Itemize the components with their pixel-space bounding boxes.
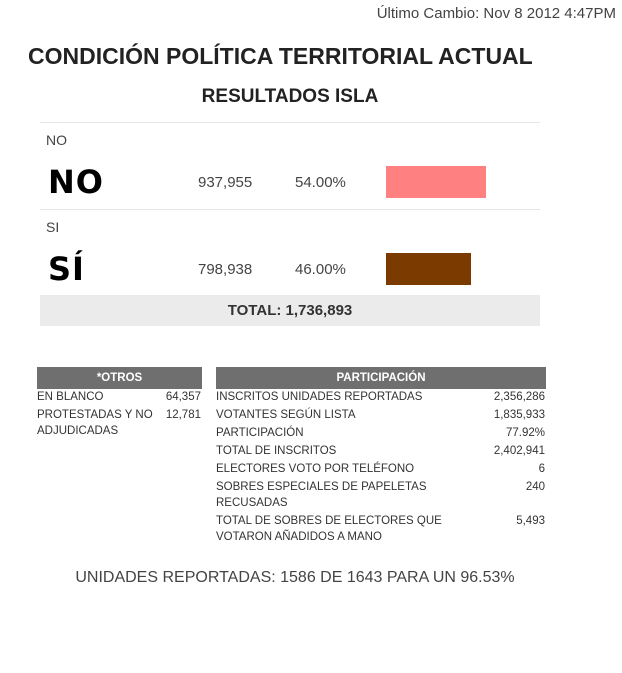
participacion-row-label: INSCRITOS UNIDADES REPORTADAS	[216, 391, 423, 403]
otros-row	[37, 407, 201, 439]
otros-header: *OTROS	[37, 367, 202, 389]
otros-row	[37, 389, 201, 405]
units-reported: UNIDADES REPORTADAS: 1586 DE 1643 PARA UN 96.53%	[75, 569, 515, 586]
result-bar	[386, 253, 471, 285]
participacion-row-label: PARTICIPACIÓN	[216, 427, 304, 439]
participacion-row	[216, 513, 545, 545]
result-option-label: SI	[46, 219, 60, 235]
participacion-row-label: ELECTORES VOTO POR TELÉFONO	[216, 463, 415, 475]
participacion-row	[216, 461, 545, 477]
otros-row-label: PROTESTADAS Y NO ADJUDICADAS	[37, 409, 153, 437]
participacion-row	[216, 479, 545, 511]
result-votes: 798,938	[198, 261, 253, 278]
participacion-row	[216, 425, 545, 441]
result-votes: 937,955	[198, 174, 253, 191]
participacion-row-value: 1,835,933	[493, 409, 545, 421]
otros-row-value: 12,781	[165, 409, 201, 421]
participacion-row-value: 77.92%	[505, 427, 545, 439]
result-option-big-label: SÍ	[48, 250, 85, 288]
participacion-row-value: 5,493	[516, 515, 545, 527]
participacion-row-label: SOBRES ESPECIALES DE PAPELETAS RECUSADAS	[216, 481, 427, 509]
participacion-row	[216, 389, 545, 405]
result-bar	[386, 166, 486, 198]
participacion-row-value: 2,356,286	[493, 391, 545, 403]
participacion-row-value: 6	[538, 463, 545, 475]
result-row-si	[40, 209, 540, 297]
participacion-row	[216, 443, 545, 459]
participacion-row	[216, 407, 545, 423]
total-votes: TOTAL: 1,736,893	[40, 295, 540, 326]
otros-row-label: EN BLANCO	[37, 391, 104, 403]
page-subtitle: RESULTADOS ISLA	[201, 86, 379, 107]
result-row-no	[40, 122, 540, 210]
participacion-header: PARTICIPACIÓN	[216, 367, 546, 389]
last-change-timestamp: Último Cambio: Nov 8 2012 4:47PM	[376, 5, 616, 22]
otros-row-value: 64,357	[165, 391, 201, 403]
page-title: CONDICIÓN POLÍTICA TERRITORIAL ACTUAL	[28, 43, 533, 69]
result-percent: 54.00%	[295, 174, 346, 191]
participacion-row-label: TOTAL DE SOBRES DE ELECTORES QUE VOTARON AÑADIDOS A MANO	[216, 515, 442, 543]
participacion-row-label: TOTAL DE INSCRITOS	[216, 445, 337, 457]
result-option-big-label: NO	[48, 163, 104, 201]
participacion-row-label: VOTANTES SEGÚN LISTA	[216, 409, 356, 421]
result-percent: 46.00%	[295, 261, 346, 278]
participacion-row-value: 2,402,941	[493, 445, 545, 457]
result-option-label: NO	[46, 132, 67, 148]
participacion-row-value: 240	[525, 481, 545, 493]
